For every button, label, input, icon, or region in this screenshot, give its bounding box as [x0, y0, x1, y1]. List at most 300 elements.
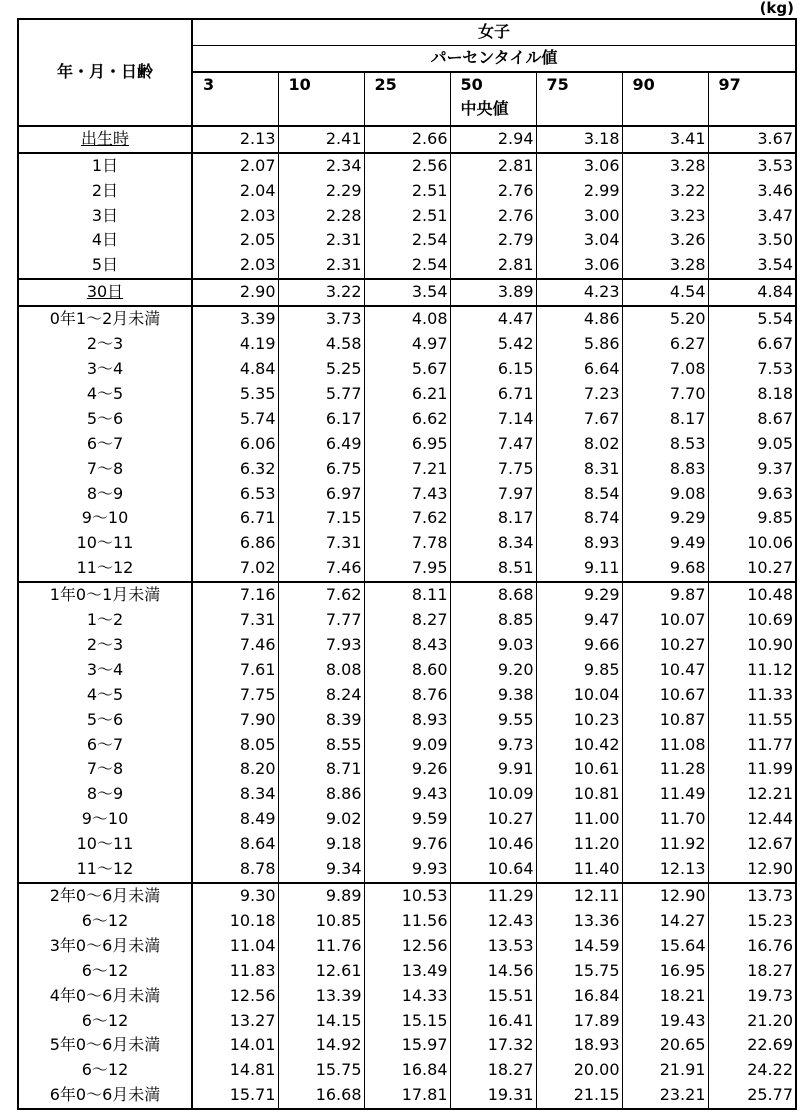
value-cell-p10: 14.92 — [278, 1033, 364, 1058]
value-cell-p3: 6.53 — [192, 482, 278, 507]
value-cell-p90: 11.49 — [622, 782, 708, 807]
value-cell-p25: 7.95 — [364, 556, 450, 582]
value-cell-p90: 9.49 — [622, 531, 708, 556]
value-cell-p75: 9.85 — [536, 658, 622, 683]
value-cell-p50: 2.81 — [450, 153, 536, 179]
age-cell: 7～8 — [18, 457, 192, 482]
table-row — [18, 407, 796, 432]
value-cell-p3: 2.04 — [192, 179, 278, 204]
value-cell-p10: 6.75 — [278, 457, 364, 482]
sex-header: 女子 — [192, 19, 796, 45]
value-cell-p25: 9.43 — [364, 782, 450, 807]
value-cell-p50: 9.03 — [450, 633, 536, 658]
value-cell-p90: 9.68 — [622, 556, 708, 582]
value-cell-p75: 10.81 — [536, 782, 622, 807]
value-cell-p3: 2.13 — [192, 126, 278, 153]
table-row — [18, 332, 796, 357]
value-cell-p75: 9.47 — [536, 608, 622, 633]
value-cell-p75: 3.00 — [536, 204, 622, 229]
value-cell-p75: 14.59 — [536, 934, 622, 959]
value-cell-p50: 7.47 — [450, 432, 536, 457]
table-row — [18, 357, 796, 382]
value-cell-p97: 3.47 — [708, 204, 796, 229]
value-cell-p75: 13.36 — [536, 909, 622, 934]
value-cell-p25: 8.76 — [364, 683, 450, 708]
table-row — [18, 934, 796, 959]
value-cell-p97: 10.06 — [708, 531, 796, 556]
value-cell-p90: 4.54 — [622, 279, 708, 306]
value-cell-p97: 11.99 — [708, 757, 796, 782]
value-cell-p50: 19.31 — [450, 1083, 536, 1109]
table-row — [18, 608, 796, 633]
value-cell-p97: 22.69 — [708, 1033, 796, 1058]
value-cell-p10: 8.24 — [278, 683, 364, 708]
age-cell: 3年0～6月未満 — [18, 934, 192, 959]
age-cell: 6～12 — [18, 1058, 192, 1083]
value-cell-p25: 6.21 — [364, 382, 450, 407]
value-cell-p25: 11.56 — [364, 909, 450, 934]
age-cell: 3日 — [18, 204, 192, 229]
table-row — [18, 757, 796, 782]
value-cell-p3: 8.64 — [192, 832, 278, 857]
value-cell-p90: 11.70 — [622, 807, 708, 832]
value-cell-p10: 2.28 — [278, 204, 364, 229]
value-cell-p25: 10.53 — [364, 883, 450, 909]
value-cell-p3: 8.20 — [192, 757, 278, 782]
value-cell-p75: 11.20 — [536, 832, 622, 857]
value-cell-p90: 7.70 — [622, 382, 708, 407]
value-cell-p75: 15.75 — [536, 959, 622, 984]
value-cell-p50: 8.85 — [450, 608, 536, 633]
value-cell-p75: 3.06 — [536, 153, 622, 179]
value-cell-p3: 14.81 — [192, 1058, 278, 1083]
value-cell-p97: 18.27 — [708, 959, 796, 984]
value-cell-p3: 8.49 — [192, 807, 278, 832]
value-cell-p90: 12.90 — [622, 883, 708, 909]
column-header-p3: 3 — [192, 72, 278, 126]
value-cell-p97: 15.23 — [708, 909, 796, 934]
value-cell-p3: 7.90 — [192, 708, 278, 733]
age-cell: 4～5 — [18, 683, 192, 708]
age-cell: 11～12 — [18, 556, 192, 582]
unit-label: (kg) — [759, 0, 794, 17]
table-row — [18, 432, 796, 457]
table-row — [18, 807, 796, 832]
value-cell-p50: 13.53 — [450, 934, 536, 959]
table-row — [18, 733, 796, 758]
value-cell-p97: 9.85 — [708, 506, 796, 531]
value-cell-p75: 10.04 — [536, 683, 622, 708]
value-cell-p3: 12.56 — [192, 984, 278, 1009]
value-cell-p3: 2.90 — [192, 279, 278, 306]
value-cell-p25: 9.26 — [364, 757, 450, 782]
value-cell-p10: 8.39 — [278, 708, 364, 733]
value-cell-p97: 3.67 — [708, 126, 796, 153]
value-cell-p75: 10.42 — [536, 733, 622, 758]
age-cell: 5年0～6月未満 — [18, 1033, 192, 1058]
value-cell-p50: 9.73 — [450, 733, 536, 758]
age-header: 年・月・日齢 — [18, 19, 192, 126]
value-cell-p25: 8.43 — [364, 633, 450, 658]
value-cell-p90: 3.28 — [622, 253, 708, 279]
value-cell-p10: 10.85 — [278, 909, 364, 934]
value-cell-p50: 4.47 — [450, 306, 536, 332]
value-cell-p50: 10.09 — [450, 782, 536, 807]
value-cell-p97: 19.73 — [708, 984, 796, 1009]
value-cell-p75: 6.64 — [536, 357, 622, 382]
value-cell-p97: 9.63 — [708, 482, 796, 507]
value-cell-p3: 6.06 — [192, 432, 278, 457]
value-cell-p10: 7.15 — [278, 506, 364, 531]
value-cell-p10: 6.97 — [278, 482, 364, 507]
age-cell: 5～6 — [18, 407, 192, 432]
value-cell-p97: 12.90 — [708, 857, 796, 883]
value-cell-p50: 3.89 — [450, 279, 536, 306]
value-cell-p90: 23.21 — [622, 1083, 708, 1109]
age-cell: 1～2 — [18, 608, 192, 633]
age-cell: 0年1～2月未満 — [18, 306, 192, 332]
age-cell: 1日 — [18, 153, 192, 179]
value-cell-p25: 4.97 — [364, 332, 450, 357]
value-cell-p25: 6.95 — [364, 432, 450, 457]
value-cell-p3: 8.78 — [192, 857, 278, 883]
age-cell: 9～10 — [18, 807, 192, 832]
value-cell-p97: 3.50 — [708, 228, 796, 253]
age-cell: 5～6 — [18, 708, 192, 733]
table-row — [18, 153, 796, 179]
value-cell-p50: 5.42 — [450, 332, 536, 357]
column-header-p97: 97 — [708, 72, 796, 126]
value-cell-p50: 18.27 — [450, 1058, 536, 1083]
value-cell-p50: 9.38 — [450, 683, 536, 708]
value-cell-p50: 6.71 — [450, 382, 536, 407]
age-cell: 10～11 — [18, 531, 192, 556]
value-cell-p25: 9.59 — [364, 807, 450, 832]
value-cell-p50: 12.43 — [450, 909, 536, 934]
value-cell-p50: 10.27 — [450, 807, 536, 832]
median-label: 中央値 — [460, 98, 509, 118]
age-cell: 9～10 — [18, 506, 192, 531]
value-cell-p97: 16.76 — [708, 934, 796, 959]
value-cell-p10: 3.73 — [278, 306, 364, 332]
value-cell-p90: 8.17 — [622, 407, 708, 432]
value-cell-p25: 2.66 — [364, 126, 450, 153]
age-cell: 8～9 — [18, 482, 192, 507]
value-cell-p10: 8.71 — [278, 757, 364, 782]
value-cell-p3: 8.34 — [192, 782, 278, 807]
value-cell-p50: 7.75 — [450, 457, 536, 482]
value-cell-p75: 10.23 — [536, 708, 622, 733]
value-cell-p97: 12.44 — [708, 807, 796, 832]
value-cell-p90: 11.92 — [622, 832, 708, 857]
value-cell-p10: 8.55 — [278, 733, 364, 758]
table-row — [18, 204, 796, 229]
value-cell-p50: 9.55 — [450, 708, 536, 733]
value-cell-p3: 7.31 — [192, 608, 278, 633]
value-cell-p75: 11.00 — [536, 807, 622, 832]
value-cell-p75: 21.15 — [536, 1083, 622, 1109]
table-row — [18, 457, 796, 482]
table-row — [18, 382, 796, 407]
value-cell-p75: 16.84 — [536, 984, 622, 1009]
value-cell-p50: 10.64 — [450, 857, 536, 883]
value-cell-p50: 8.17 — [450, 506, 536, 531]
value-cell-p97: 10.48 — [708, 582, 796, 608]
value-cell-p25: 7.43 — [364, 482, 450, 507]
value-cell-p90: 21.91 — [622, 1058, 708, 1083]
value-cell-p75: 8.54 — [536, 482, 622, 507]
value-cell-p3: 7.75 — [192, 683, 278, 708]
value-cell-p50: 6.15 — [450, 357, 536, 382]
value-cell-p10: 9.02 — [278, 807, 364, 832]
value-cell-p50: 2.76 — [450, 204, 536, 229]
value-cell-p90: 10.47 — [622, 658, 708, 683]
value-cell-p50: 8.68 — [450, 582, 536, 608]
value-cell-p50: 8.51 — [450, 556, 536, 582]
value-cell-p3: 13.27 — [192, 1009, 278, 1034]
table-row — [18, 228, 796, 253]
value-cell-p90: 3.26 — [622, 228, 708, 253]
value-cell-p10: 15.75 — [278, 1058, 364, 1083]
value-cell-p50: 16.41 — [450, 1009, 536, 1034]
value-cell-p25: 12.56 — [364, 934, 450, 959]
value-cell-p75: 3.04 — [536, 228, 622, 253]
value-cell-p25: 5.67 — [364, 357, 450, 382]
value-cell-p90: 9.29 — [622, 506, 708, 531]
table-row — [18, 633, 796, 658]
table-row — [18, 126, 796, 153]
value-cell-p75: 20.00 — [536, 1058, 622, 1083]
value-cell-p75: 7.67 — [536, 407, 622, 432]
value-cell-p10: 9.18 — [278, 832, 364, 857]
value-cell-p10: 2.34 — [278, 153, 364, 179]
value-cell-p25: 17.81 — [364, 1083, 450, 1109]
value-cell-p97: 12.21 — [708, 782, 796, 807]
value-cell-p25: 8.11 — [364, 582, 450, 608]
age-cell: 6年0～6月未満 — [18, 1083, 192, 1109]
value-cell-p25: 14.33 — [364, 984, 450, 1009]
value-cell-p90: 10.67 — [622, 683, 708, 708]
value-cell-p3: 6.86 — [192, 531, 278, 556]
value-cell-p10: 8.08 — [278, 658, 364, 683]
value-cell-p75: 9.11 — [536, 556, 622, 582]
value-cell-p3: 14.01 — [192, 1033, 278, 1058]
table-row — [18, 832, 796, 857]
value-cell-p10: 14.15 — [278, 1009, 364, 1034]
table-row — [18, 279, 796, 306]
value-cell-p90: 6.27 — [622, 332, 708, 357]
value-cell-p10: 6.17 — [278, 407, 364, 432]
age-cell: 3～4 — [18, 658, 192, 683]
value-cell-p3: 2.03 — [192, 204, 278, 229]
table-row — [18, 556, 796, 582]
value-cell-p75: 8.74 — [536, 506, 622, 531]
value-cell-p10: 2.31 — [278, 253, 364, 279]
value-cell-p25: 7.21 — [364, 457, 450, 482]
age-cell: 4～5 — [18, 382, 192, 407]
value-cell-p90: 3.41 — [622, 126, 708, 153]
value-cell-p3: 9.30 — [192, 883, 278, 909]
value-cell-p97: 12.67 — [708, 832, 796, 857]
value-cell-p90: 8.53 — [622, 432, 708, 457]
value-cell-p10: 8.86 — [278, 782, 364, 807]
value-cell-p90: 11.08 — [622, 733, 708, 758]
value-cell-p25: 9.76 — [364, 832, 450, 857]
value-cell-p10: 7.93 — [278, 633, 364, 658]
value-cell-p97: 3.53 — [708, 153, 796, 179]
value-cell-p75: 4.86 — [536, 306, 622, 332]
value-cell-p3: 6.32 — [192, 457, 278, 482]
value-cell-p50: 14.56 — [450, 959, 536, 984]
value-cell-p10: 9.34 — [278, 857, 364, 883]
value-cell-p25: 2.51 — [364, 204, 450, 229]
table-row — [18, 658, 796, 683]
value-cell-p75: 7.23 — [536, 382, 622, 407]
value-cell-p3: 3.39 — [192, 306, 278, 332]
value-cell-p97: 7.53 — [708, 357, 796, 382]
value-cell-p75: 8.31 — [536, 457, 622, 482]
age-cell: 2年0～6月未満 — [18, 883, 192, 909]
value-cell-p3: 7.61 — [192, 658, 278, 683]
value-cell-p3: 7.02 — [192, 556, 278, 582]
value-cell-p75: 17.89 — [536, 1009, 622, 1034]
table-row — [18, 582, 796, 608]
age-cell: 6～7 — [18, 432, 192, 457]
age-cell: 11～12 — [18, 857, 192, 883]
value-cell-p25: 2.54 — [364, 228, 450, 253]
table-row — [18, 306, 796, 332]
table-row — [18, 1058, 796, 1083]
value-cell-p75: 18.93 — [536, 1033, 622, 1058]
value-cell-p3: 4.19 — [192, 332, 278, 357]
value-cell-p97: 4.84 — [708, 279, 796, 306]
value-cell-p25: 6.62 — [364, 407, 450, 432]
value-cell-p25: 7.78 — [364, 531, 450, 556]
value-cell-p97: 5.54 — [708, 306, 796, 332]
table-row — [18, 482, 796, 507]
age-cell: 4年0～6月未満 — [18, 984, 192, 1009]
value-cell-p25: 15.15 — [364, 1009, 450, 1034]
value-cell-p90: 14.27 — [622, 909, 708, 934]
value-cell-p3: 11.83 — [192, 959, 278, 984]
table-row — [18, 959, 796, 984]
value-cell-p75: 12.11 — [536, 883, 622, 909]
value-cell-p97: 9.37 — [708, 457, 796, 482]
value-cell-p10: 5.25 — [278, 357, 364, 382]
value-cell-p97: 3.54 — [708, 253, 796, 279]
value-cell-p50: 15.51 — [450, 984, 536, 1009]
value-cell-p10: 3.22 — [278, 279, 364, 306]
value-cell-p97: 11.55 — [708, 708, 796, 733]
value-cell-p25: 9.09 — [364, 733, 450, 758]
value-cell-p50: 8.34 — [450, 531, 536, 556]
value-cell-p90: 3.23 — [622, 204, 708, 229]
value-cell-p3: 7.16 — [192, 582, 278, 608]
value-cell-p10: 6.49 — [278, 432, 364, 457]
value-cell-p3: 10.18 — [192, 909, 278, 934]
value-cell-p97: 3.46 — [708, 179, 796, 204]
value-cell-p50: 7.97 — [450, 482, 536, 507]
value-cell-p90: 16.95 — [622, 959, 708, 984]
value-cell-p90: 12.13 — [622, 857, 708, 883]
value-cell-p10: 5.77 — [278, 382, 364, 407]
value-cell-p3: 7.46 — [192, 633, 278, 658]
value-cell-p50: 9.20 — [450, 658, 536, 683]
column-header-p10: 10 — [278, 72, 364, 126]
value-cell-p3: 8.05 — [192, 733, 278, 758]
value-cell-p90: 10.87 — [622, 708, 708, 733]
value-cell-p10: 12.61 — [278, 959, 364, 984]
value-cell-p97: 11.12 — [708, 658, 796, 683]
value-cell-p75: 3.06 — [536, 253, 622, 279]
value-cell-p75: 10.61 — [536, 757, 622, 782]
age-cell: 10～11 — [18, 832, 192, 857]
value-cell-p97: 13.73 — [708, 883, 796, 909]
column-header-p25: 25 — [364, 72, 450, 126]
value-cell-p90: 11.28 — [622, 757, 708, 782]
value-cell-p50: 2.79 — [450, 228, 536, 253]
value-cell-p50: 11.29 — [450, 883, 536, 909]
value-cell-p97: 10.69 — [708, 608, 796, 633]
value-cell-p97: 11.77 — [708, 733, 796, 758]
table-row — [18, 1083, 796, 1109]
value-cell-p90: 9.87 — [622, 582, 708, 608]
value-cell-p90: 19.43 — [622, 1009, 708, 1034]
value-cell-p90: 3.22 — [622, 179, 708, 204]
value-cell-p75: 8.93 — [536, 531, 622, 556]
value-cell-p25: 16.84 — [364, 1058, 450, 1083]
value-cell-p25: 13.49 — [364, 959, 450, 984]
value-cell-p97: 21.20 — [708, 1009, 796, 1034]
table-row — [18, 782, 796, 807]
value-cell-p25: 4.08 — [364, 306, 450, 332]
value-cell-p25: 15.97 — [364, 1033, 450, 1058]
table-row — [18, 883, 796, 909]
value-cell-p3: 5.35 — [192, 382, 278, 407]
value-cell-p10: 7.31 — [278, 531, 364, 556]
value-cell-p90: 5.20 — [622, 306, 708, 332]
value-cell-p10: 9.89 — [278, 883, 364, 909]
value-cell-p3: 6.71 — [192, 506, 278, 531]
value-cell-p97: 11.33 — [708, 683, 796, 708]
value-cell-p97: 8.67 — [708, 407, 796, 432]
table-row — [18, 506, 796, 531]
value-cell-p90: 15.64 — [622, 934, 708, 959]
value-cell-p10: 2.31 — [278, 228, 364, 253]
value-cell-p3: 2.03 — [192, 253, 278, 279]
value-cell-p90: 9.08 — [622, 482, 708, 507]
value-cell-p10: 16.68 — [278, 1083, 364, 1109]
value-cell-p3: 15.71 — [192, 1083, 278, 1109]
value-cell-p10: 2.41 — [278, 126, 364, 153]
table-row — [18, 1009, 796, 1034]
value-cell-p25: 9.93 — [364, 857, 450, 883]
value-cell-p97: 10.90 — [708, 633, 796, 658]
age-cell: 8～9 — [18, 782, 192, 807]
value-cell-p10: 7.62 — [278, 582, 364, 608]
value-cell-p25: 8.27 — [364, 608, 450, 633]
age-cell: 6～12 — [18, 959, 192, 984]
age-cell: 4日 — [18, 228, 192, 253]
value-cell-p3: 2.05 — [192, 228, 278, 253]
age-cell: 7～8 — [18, 757, 192, 782]
age-cell: 3～4 — [18, 357, 192, 382]
age-cell: 2～3 — [18, 332, 192, 357]
table-row — [18, 708, 796, 733]
age-cell: 6～12 — [18, 1009, 192, 1034]
age-cell: 出生時 — [18, 126, 192, 153]
age-cell: 30日 — [18, 279, 192, 306]
